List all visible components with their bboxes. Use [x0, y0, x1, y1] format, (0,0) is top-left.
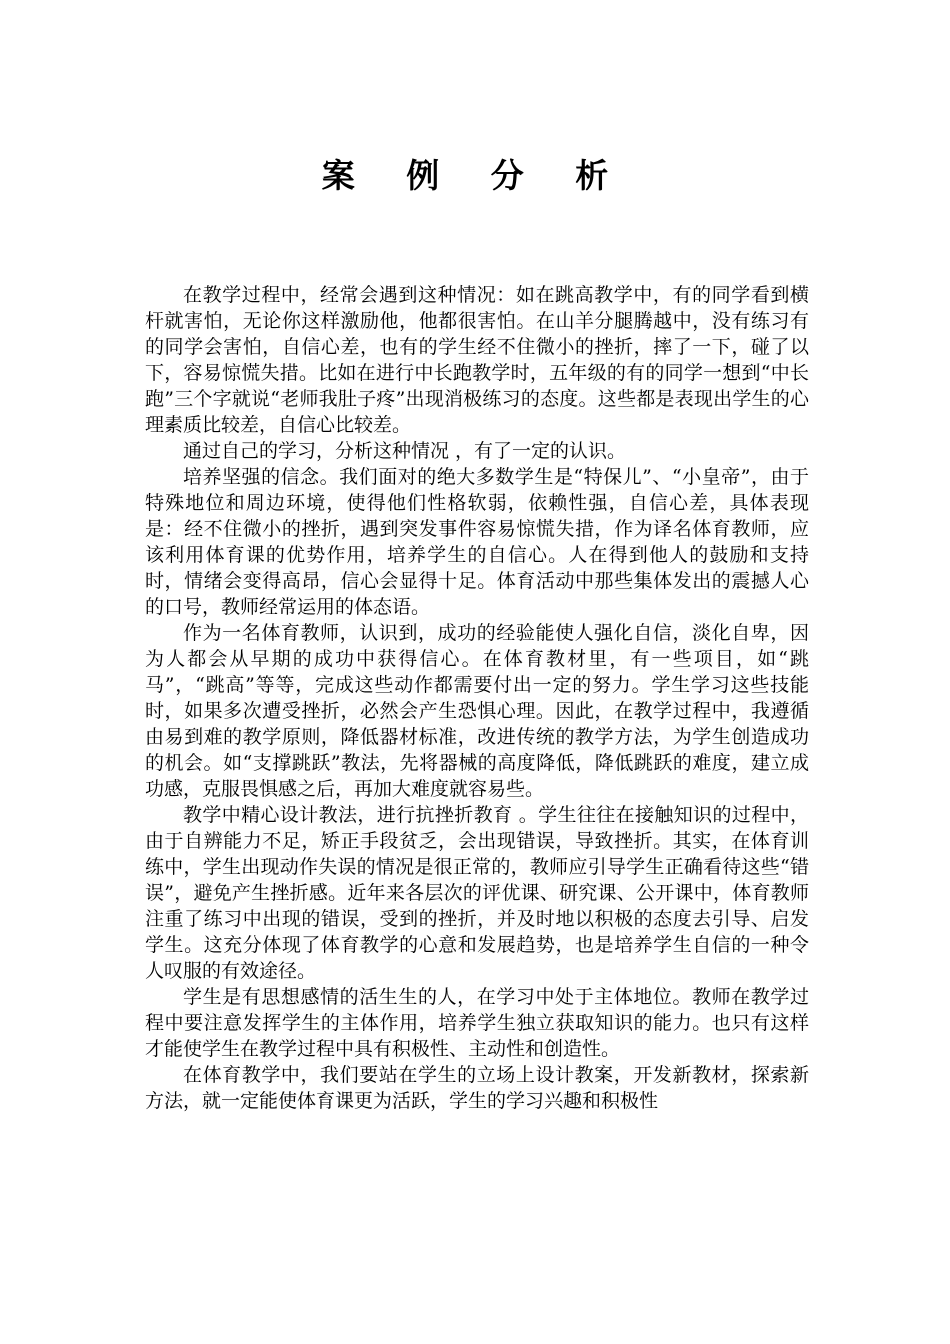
paragraph-7: 在体育教学中，我们要站在学生的立场上设计教案，开发新教材，探索新方法，就一定能使体育课更为活跃，学生的学习兴趣和积极性: [145, 1064, 809, 1112]
paragraph-1: 在教学过程中，经常会遇到这种情况：如在跳高教学中，有的同学看到横杆就害怕，无论你这样激励他，他都很害怕。在山羊分腿腾越中，没有练习有的同学会害怕，自信心差，也有的学生经不住微小的挫折，摔了一下，碰了以下，容易惊慌失措。比如在进行中长跑教学时，五年级的有的同学一想到“中长跑”三个字就说“老师我肚子疼”出现消极练习的态度。这些都是表现出学生的心理素质比较差，自信心比较差。: [145, 284, 809, 436]
paragraph-4: 作为一名体育教师，认识到，成功的经验能使人强化自信，淡化自卑，因为人都会从早期的成功中获得信心。在体育教材里，有一些项目，如“跳马”，“跳高”等等，完成这些动作都需要付出一定的努力。学生学习这些技能时，如果多次遭受挫折，必然会产生恐惧心理。因此，在教学过程中，我遵循由易到难的教学原则，降低器材标准，改进传统的教学方法，为学生创造成功的机会。如“支撑跳跃”教法，先将器械的高度降低，降低跳跃的难度，建立成功感，克服畏惧感之后，再加大难度就容易些。: [145, 622, 809, 800]
paragraph-6: 学生是有思想感情的活生生的人，在学习中处于主体地位。教师在教学过程中要注意发挥学生的主体作用，培养学生独立获取知识的能力。也只有这样才能使学生在教学过程中具有积极性、主动性和创造性。: [145, 986, 809, 1060]
document-body: [145, 282, 809, 1114]
paragraph-3: 培养坚强的信念。我们面对的绝大多数学生是“特保儿”、“小皇帝”，由于特殊地位和周边环境，使得他们性格软弱，依赖性强，自信心差，具体表现是：经不住微小的挫折，遇到突发事件容易惊慌失措，作为译名体育教师，应该利用体育课的优势作用，培养学生的自信心。人在得到他人的鼓励和支持时，情绪会变得高昂，信心会显得十足。体育活动中那些集体发出的震撼人心的口号，教师经常运用的体态语。: [145, 466, 809, 618]
paragraph-5: 教学中精心设计教法，进行抗挫折教育 。学生往往在接触知识的过程中，由于自辨能力不足，矫正手段贫乏，会出现错误，导致挫折。其实，在体育训练中，学生出现动作失误的情况是很正常的，教师应引导学生正确看待这些“错误”，避免产生挫折感。近年来各层次的评优课、研究课、公开课中，体育教师注重了练习中出现的错误，受到的挫折，并及时地以积极的态度去引导、启发学生。这充分体现了体育教学的心意和发展趋势，也是培养学生自信的一种令人叹服的有效途径。: [145, 804, 809, 982]
document-title: 案 例 分 析: [321, 156, 629, 195]
paragraph-2: 通过自己的学习，分析这种情况 ，有了一定的认识。: [183, 440, 627, 462]
